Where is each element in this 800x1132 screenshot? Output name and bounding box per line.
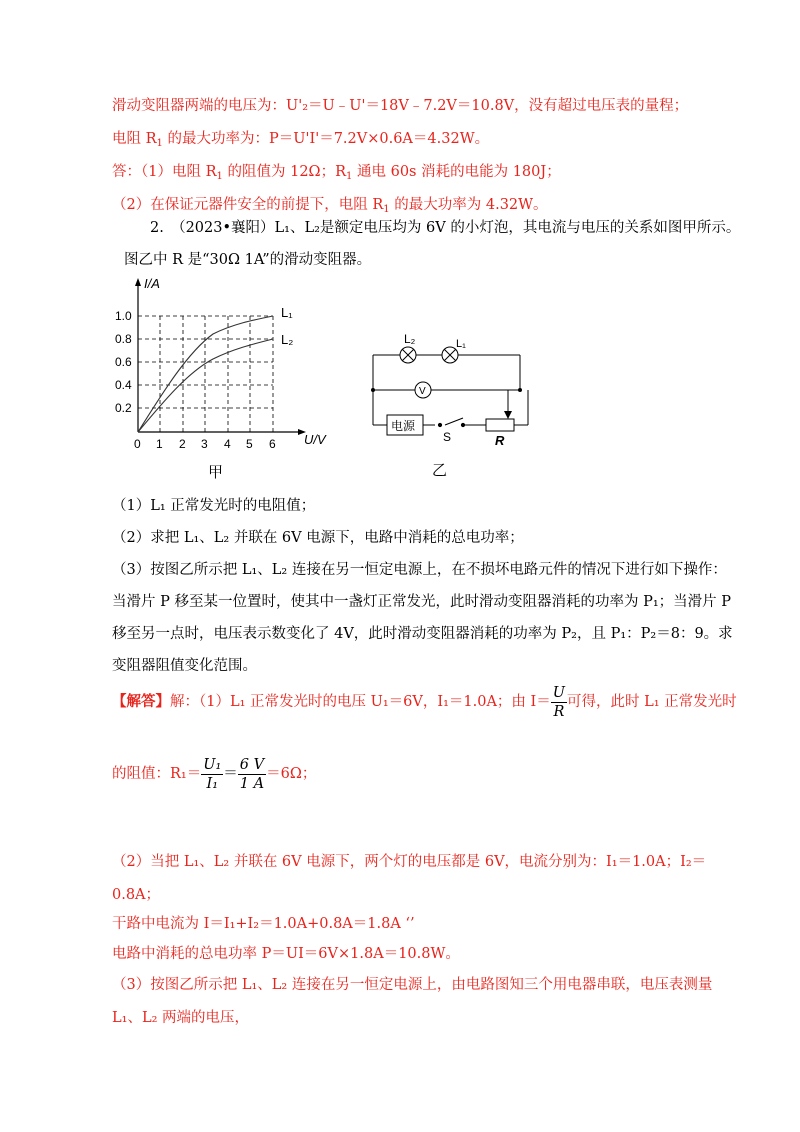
- lamp-label: L₁: [456, 338, 466, 350]
- answer-line: 的阻值：R₁＝ $\frac{\text{U₁}}{\text{I₁}}$ ＝ $\frac{6 V}{1 A}$ ＝6Ω；: [112, 756, 317, 792]
- x-tick: 3: [201, 437, 208, 451]
- question-line: （2）求把 L₁、L₂ 并联在 6V 电源下，电路中消耗的总电功率；: [112, 530, 524, 546]
- question-line: 当滑片 P 移至某一位置时，使其中一盏灯正常发光，此时滑动变阻器消耗的功率为 P₁；当滑片 P: [112, 594, 732, 610]
- question-line: 移至另一点时，电压表示数变化了 4V，此时滑动变阻器消耗的功率为 P₂，且 P₁：P₂＝8：9。求: [112, 626, 733, 642]
- curve-label-l2: L₂: [281, 332, 294, 347]
- text-line: 滑动变阻器两端的电压为：U'₂＝U﹣U'＝18V﹣7.2V＝10.8V，没有超过电压表的量程；: [112, 98, 689, 114]
- answer-line: L₁、L₂ 两端的电压，: [112, 1010, 249, 1026]
- curve-label-l1: L₁: [281, 305, 293, 320]
- lamp-label: L₂: [404, 332, 416, 346]
- y-tick: 0.6: [115, 355, 132, 369]
- question-line: 2. （2023•襄阳）L₁、L₂是额定电压均为 6V 的小灯泡，其电流与电压的关系如图甲所示。: [150, 220, 741, 236]
- y-tick: 0.2: [115, 401, 132, 415]
- answer-line: 【解答】解：（1）L₁ 正常发光时的电压 U₁＝6V，I₁＝1.0A；由 I＝ $\frac{U}{R}$ 可得，此时 L₁ 正常发光时: [112, 684, 737, 720]
- figure-caption: 乙: [432, 462, 448, 479]
- text-line: （2）在保证元器件安全的前提下，电阻 $R_1$ 的最大功率为 4.32W。: [112, 197, 548, 215]
- voltmeter-label: V: [419, 386, 426, 397]
- fraction: $\frac{6 V}{1 A}$: [239, 756, 265, 792]
- question-line: （3）按图乙所示把 L₁、L₂ 连接在另一恒定电源上，在不损坏电路元件的情况下进行如下操作：: [112, 562, 727, 578]
- x-tick: 6: [269, 437, 276, 451]
- circuit-diagram: [360, 325, 540, 485]
- question-line: 变阻器阻值变化范围。: [112, 658, 257, 674]
- x-tick: 5: [246, 437, 253, 451]
- answer-tag: 【解答】: [112, 693, 170, 710]
- fraction: $\frac{U}{R}$: [552, 684, 566, 720]
- text-line: 电阻 $R_1$ 的最大功率为：P＝U'I'＝7.2V×0.6A＝4.32W。: [112, 131, 490, 149]
- x-tick: 1: [156, 437, 163, 451]
- y-tick: 0.4: [115, 378, 132, 392]
- curve-l2: [138, 339, 273, 432]
- answer-line: 0.8A；: [112, 887, 161, 903]
- question-line: 图乙中 R 是“30Ω 1A”的滑动变阻器。: [124, 252, 372, 268]
- resistor-label: R: [495, 433, 505, 448]
- x-axis-label: U/V: [304, 432, 326, 447]
- curve-l1: [138, 316, 273, 432]
- x-tick: 2: [179, 437, 186, 451]
- switch-label: S: [443, 430, 452, 444]
- text-line: 答：（1）电阻 $R_1$ 的阻值为 12Ω；$R_1$ 通电 60s 消耗的电能为 180J；: [112, 164, 561, 182]
- y-tick: 1.0: [115, 309, 132, 323]
- fraction: $\frac{\text{U₁}}{\text{I₁}}$: [203, 756, 222, 792]
- answer-line: 电路中消耗的总电功率 P＝UI＝6V×1.8A＝10.8W。: [112, 946, 460, 962]
- y-axis-label: I/A: [144, 276, 160, 291]
- figure-caption: 甲: [208, 464, 224, 481]
- y-tick: 0.8: [115, 332, 132, 346]
- question-line: （1）L₁ 正常发光时的电阻值；: [112, 498, 316, 514]
- answer-line: （3）按图乙所示把 L₁、L₂ 连接在另一恒定电源上，由电路图知三个用电器串联，电压表测量: [112, 977, 713, 993]
- x-tick: 4: [224, 437, 231, 451]
- answer-line: 干路中电流为 I＝I₁+I₂＝1.0A+0.8A＝1.8A ‘’: [112, 916, 415, 932]
- answer-line: （2）当把 L₁、L₂ 并联在 6V 电源下，两个灯的电压都是 6V，电流分别为：I₁＝1.0A；I₂＝: [112, 854, 707, 870]
- current-voltage-graph: [108, 272, 348, 487]
- source-label: 电源: [391, 419, 416, 433]
- x-tick: 0: [134, 437, 141, 451]
